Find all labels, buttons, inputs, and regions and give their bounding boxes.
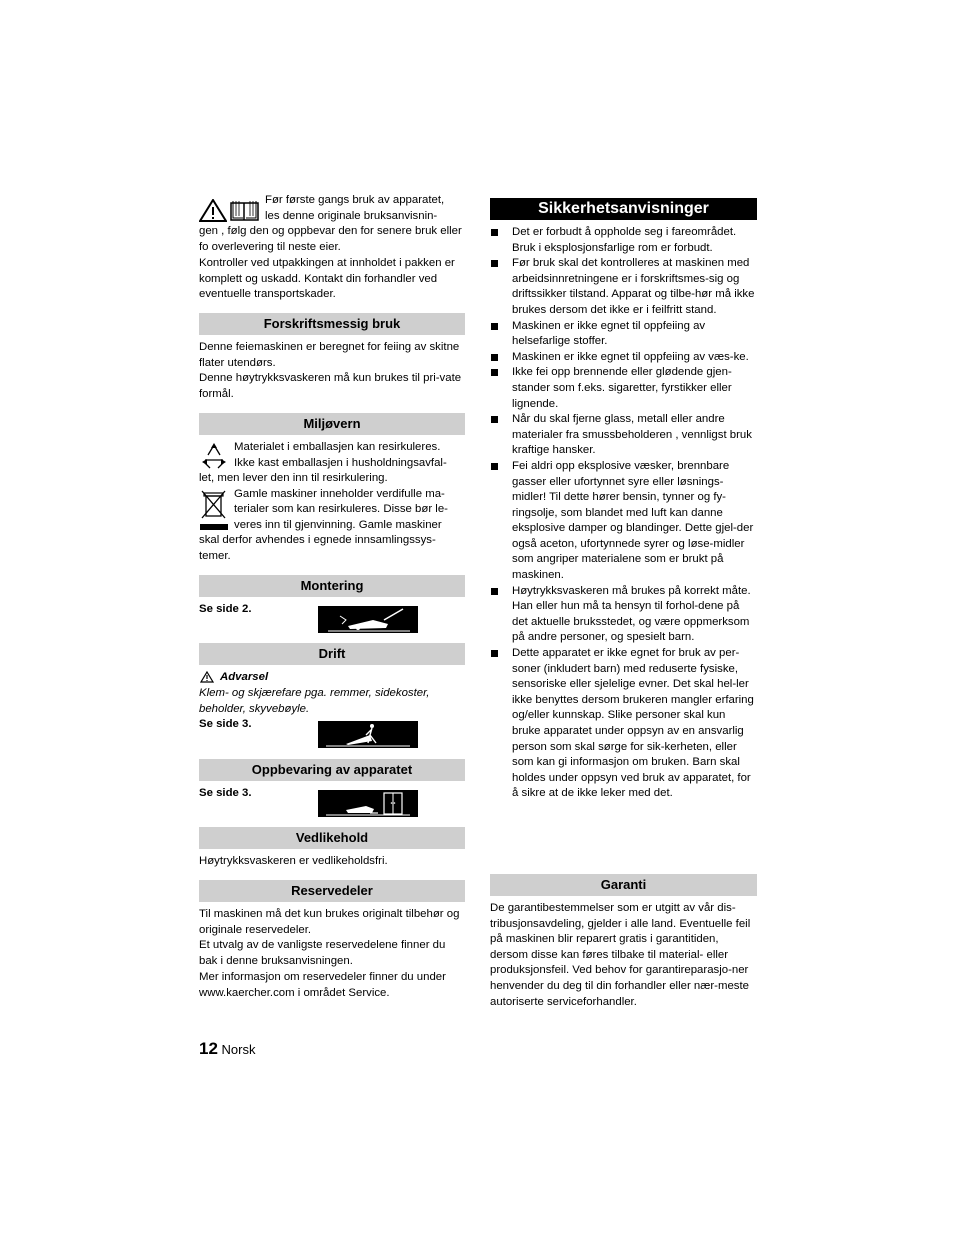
section-header-garanti: Garanti (490, 874, 757, 896)
montering-illustration (318, 606, 418, 633)
forskrift-text-2: Denne høytrykksvaskeren må kun brukes til pri-vate formål. (199, 372, 462, 400)
footer-language: Norsk (221, 1042, 256, 1057)
intro-rest: gen , følg den og oppbevar den for senere bruk eller fo overlevering til neste eier. (199, 225, 462, 253)
intro-line-2: les denne originale bruksanvisnin- (265, 210, 438, 222)
garanti-text: De garantibestemmelser som er utgitt av vår dis-tribusjonsavdeling, gjelder i alle land. Eventuelle feil på maskinen blir reparert gratis i garantitiden, dersom disse kan føres tilbake til material- eller produksjonsfeil. Ved behov for garantireparasjo-ner henvender du deg til din forhandler eller nær-meste autoriserte serviceforhandler. (490, 902, 751, 1008)
section-header-oppbevaring: Oppbevaring av apparatet (199, 759, 465, 781)
recycle-line-2: Ikke kast emballasjen i husholdningsavfal- (234, 457, 447, 469)
list-item: Maskinen er ikke egnet til oppfeiing av helsefarlige stoffer. (490, 319, 757, 350)
reservedeler-text-2: Et utvalg av de vanligste reservedelene finner du bak i denne bruksanvisningen. (199, 939, 446, 967)
list-item: Det er forbudt å oppholde seg i fareområdet. Bruk i eksplosjonsfarlige rom er forbudt. (490, 225, 757, 256)
old-machines-line-2: terialer som kan resirkuleres. Disse bør le- (234, 503, 448, 515)
vedlikehold-text: Høytrykksvaskeren er vedlikeholdsfri. (199, 855, 388, 867)
list-item: Høytrykksvaskeren må brukes på korrekt måte. Han eller hun må ta hensyn til forhol-dene på det aktuelle bruksstedet, og være oppmerksom på andre personer, og spesielt barn. (490, 584, 757, 646)
intro-line-1: Før første gangs bruk av apparatet, (265, 194, 445, 206)
recycle-line-1: Materialet i emballasjen kan resirkuleres. (234, 441, 441, 453)
list-item: Maskinen er ikke egnet til oppfeiing av væs-ke. (490, 350, 757, 366)
drift-illustration (318, 721, 418, 748)
page-footer (199, 1041, 256, 1058)
old-machines-line-3: veres inn til gjenvinning. Gamle maskiner (234, 519, 442, 531)
oppbevaring-page-ref: Se side 3. (199, 787, 252, 799)
safety-list (490, 225, 757, 802)
list-item: Fei aldri opp eksplosive væsker, brennbare gasser eller ufortynnet syre eller løsnings-midler! Til dette hører bensin, tynner og fy-ringsolje, som blandet med luft kan danne eksplosive damper og blandinger. Dette gjel-der også aceton, ufortynnede syrer og løse-midler som angriper materialene som er brukt på maskinen. (490, 459, 757, 584)
safety-title: Sikkerhetsanvisninger (490, 198, 757, 220)
old-machines-line-4: skal derfor avhendes i egnede innsamlingssys-temer. (199, 534, 436, 562)
section-header-miljovern: Miljøvern (199, 413, 465, 435)
montering-page-ref: Se side 2. (199, 603, 252, 615)
recycle-line-3: let, men lever den inn til resirkulering. (199, 472, 388, 484)
section-header-vedlikehold: Vedlikehold (199, 827, 465, 849)
old-machines-line-1: Gamle maskiner inneholder verdifulle ma- (234, 488, 445, 500)
oppbevaring-illustration (318, 790, 418, 817)
list-item: Før bruk skal det kontrolleres at maskinen med arbeidsinnretningene er i forskriftsmes-sig og driftssikker tilstand. Apparat og tilbe-hør må ikke brukes dersom det ikke er i feilfritt stand. (490, 256, 757, 318)
drift-page-ref: Se side 3. (199, 718, 252, 730)
section-header-forskriftsmessig-bruk: Forskriftsmessig bruk (199, 313, 465, 335)
list-item: Når du skal fjerne glass, metall eller andre materialer fra smussbeholderen , vennligst bruk kraftige hansker. (490, 412, 757, 459)
section-header-drift: Drift (199, 643, 465, 665)
section-header-reservedeler: Reservedeler (199, 880, 465, 902)
section-header-montering: Montering (199, 575, 465, 597)
warning-text: Klem- og skjærefare pga. remmer, sidekoster, beholder, skyvebøyle. (199, 687, 430, 715)
list-item: Dette apparatet er ikke egnet for bruk av per-soner (inkludert barn) med reduserte fysiske, sensoriske eller sjelelige evner. Det skal hel-ler ikke benyttes dersom brukeren mangler erfaring og/eller kunnskap. Slike personer skal kun bruke apparatet under oppsyn av en ansvarlig person som skal sørge for sik-kerheten, eller som kan gi informasjon om bruken. Barn skal holdes under oppsyn ved bruk av apparatet, for å sikre at de ikke leker med det. (490, 646, 757, 802)
forskrift-text-1: Denne feiemaskinen er beregnet for feiing av skitne flater utendørs. (199, 341, 460, 369)
page-number: 12 (199, 1039, 218, 1058)
list-item: Ikke fei opp brennende eller glødende gjen-stander som f.eks. sigaretter, fyrstikker eller lignende. (490, 365, 757, 412)
intro-check: Kontroller ved utpakkingen at innholdet i pakken er komplett og uskadd. Kontakt din forhandler ved eventuelle transportskader. (199, 257, 455, 301)
warning-label: Advarsel (220, 671, 269, 683)
reservedeler-text-1: Til maskinen må det kun brukes originalt tilbehør og originale reservedeler. (199, 908, 460, 936)
reservedeler-text-3: Mer informasjon om reservedeler finner du under www.kaercher.com i området Service. (199, 971, 446, 999)
